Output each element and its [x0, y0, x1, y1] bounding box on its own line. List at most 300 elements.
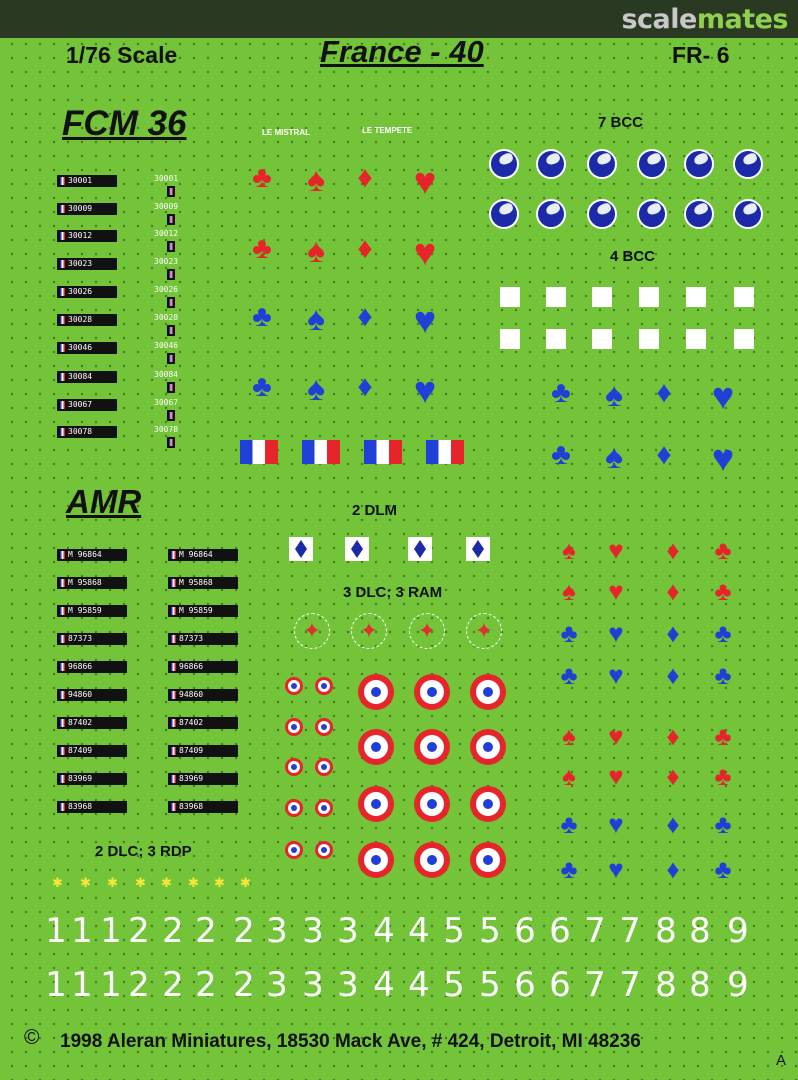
suit-0-icon: ♣: [252, 370, 272, 403]
roundel-ring: [420, 792, 444, 816]
fcm-serial-text: 30028: [154, 313, 179, 322]
amr-serial-plate: [168, 661, 238, 673]
small-suit-icon: ♣: [714, 660, 732, 690]
unit-label-4bcc: 4 BCC: [610, 248, 656, 265]
fcm-serial-text: 30001: [154, 174, 179, 183]
flag-icon: [171, 775, 176, 783]
small-suit-icon: ♣: [560, 660, 578, 690]
roundel-icon: [285, 841, 303, 859]
flag-icon: [60, 803, 65, 811]
watermark-part-1: scale: [621, 4, 697, 35]
serial-text: 94860: [68, 690, 93, 699]
suit-3-icon: ♥: [413, 370, 437, 412]
suit-1-icon: ♠: [306, 300, 326, 338]
yellow-star-icon: ✱: [240, 875, 251, 890]
watermark-part-2: mates: [696, 4, 788, 35]
roundel-icon: [285, 677, 303, 695]
roundel-icon: [315, 718, 333, 736]
suit-0-icon: ♣: [252, 232, 272, 265]
flag-icon: [171, 803, 176, 811]
bcc7-emblem-icon: [489, 199, 519, 229]
fcm-mini-flag: [167, 214, 175, 225]
roundel-ring: [420, 735, 444, 759]
small-suit-icon: ♥: [608, 721, 624, 751]
fcm-serial-text: 30046: [154, 341, 179, 350]
numeral-decal: 6: [549, 965, 571, 1005]
flag-icon: [171, 635, 176, 643]
french-flag-icon: [240, 440, 278, 464]
fcm-serial-plate: [57, 286, 117, 298]
small-suit-icon: ♦: [666, 854, 680, 884]
small-suit-icon: ♥: [608, 535, 624, 565]
serial-text: 94860: [179, 690, 204, 699]
flag-icon: [60, 373, 65, 381]
bcc7-emblem-icon: [587, 199, 617, 229]
roundel-center: [291, 847, 297, 853]
serial-text: 30028: [68, 315, 93, 324]
numeral-decal: 2: [162, 911, 184, 951]
numeral-decal: 9: [727, 965, 749, 1005]
flag-icon: [60, 316, 65, 324]
flag-icon: [60, 551, 65, 559]
serial-text: 87409: [179, 746, 204, 755]
numeral-decal: 2: [195, 965, 217, 1005]
suit-0-icon: ♣: [252, 161, 272, 194]
amr-serial-plate: [168, 773, 238, 785]
numeral-decal: 8: [655, 911, 677, 951]
suit-3-icon: ♥: [413, 300, 437, 342]
unit-label-2dlm: 2 DLM: [352, 502, 397, 519]
numeral-decal: 2: [233, 965, 255, 1005]
dlm-emblem-icon: [345, 537, 369, 561]
roundel-icon: [414, 842, 450, 878]
suit-2-icon: ♦: [357, 300, 373, 333]
flag-icon: [60, 260, 65, 268]
yellow-star-icon: ✱: [107, 875, 118, 890]
amr-serial-plate: [168, 577, 238, 589]
small-suit-icon: ♦: [666, 535, 680, 565]
copyright-icon: ©: [24, 1026, 40, 1049]
serial-text: 30046: [68, 343, 93, 352]
small-suit-icon: ♣: [560, 809, 578, 839]
ram-emblem-icon: [466, 613, 502, 649]
numeral-decal: 3: [302, 965, 324, 1005]
numeral-decal: 3: [337, 965, 359, 1005]
roundel-icon: [315, 758, 333, 776]
roundel-center: [321, 724, 327, 730]
numeral-decal: 5: [443, 911, 465, 951]
ram-emblem-icon: [294, 613, 330, 649]
fcm-serial-text: 30023: [154, 257, 179, 266]
roundel-ring: [288, 761, 300, 773]
serial-text: M 95859: [68, 606, 102, 615]
roundel-center: [483, 687, 493, 697]
unit-label-7bcc: 7 BCC: [598, 114, 644, 131]
roundel-icon: [414, 674, 450, 710]
bcc7-emblem-icon: [684, 149, 714, 179]
bcc7-emblem-icon: [684, 199, 714, 229]
flag-icon: [171, 551, 176, 559]
fcm-serial-plate: [57, 258, 117, 270]
numeral-decal: 8: [655, 965, 677, 1005]
serial-text: 87409: [68, 746, 93, 755]
suit-2-icon: ♦: [357, 370, 373, 403]
white-square-icon: [546, 329, 566, 349]
serial-text: 87373: [68, 634, 93, 643]
fcm-serial-plate: [57, 230, 117, 242]
numeral-decal: 8: [689, 911, 711, 951]
amr-serial-plate: [168, 633, 238, 645]
small-suit-icon: ♣: [560, 618, 578, 648]
numeral-decal: 9: [727, 911, 749, 951]
white-square-icon: [734, 287, 754, 307]
small-suit-icon: ♥: [608, 660, 624, 690]
small-suit-icon: ♠: [562, 535, 576, 565]
footer-credit: 1998 Aleran Miniatures, 18530 Mack Ave, # 424, Detroit, MI 48236: [60, 1031, 641, 1052]
suit-3-icon: ♥: [413, 161, 437, 203]
unit-label-2dlc: 2 DLC; 3 RDP: [95, 843, 192, 860]
roundel-center: [427, 742, 437, 752]
flag-icon: [60, 663, 65, 671]
numeral-decal: 8: [689, 965, 711, 1005]
serial-text: 30078: [68, 427, 93, 436]
white-square-icon: [592, 329, 612, 349]
numeral-decal: 2: [233, 911, 255, 951]
amr-serial-plate: [168, 605, 238, 617]
small-suit-icon: ♦: [666, 721, 680, 751]
small-suit-icon: ♦: [666, 576, 680, 606]
bcc4-suit-1-icon: ♠: [604, 376, 624, 414]
bcc4-suit-0-icon: ♣: [551, 438, 571, 471]
roundel-ring: [288, 721, 300, 733]
amr-serial-plate: [57, 549, 127, 561]
small-suit-icon: ♥: [608, 576, 624, 606]
roundel-ring: [318, 721, 330, 733]
flag-icon: [60, 288, 65, 296]
amr-serial-plate: [57, 717, 127, 729]
dlm-emblem-icon: [408, 537, 432, 561]
roundel-icon: [315, 841, 333, 859]
numeral-decal: 7: [584, 965, 606, 1005]
roundel-center: [371, 799, 381, 809]
roundel-center: [427, 855, 437, 865]
roundel-icon: [470, 729, 506, 765]
small-suit-icon: ♣: [714, 576, 732, 606]
suit-1-icon: ♠: [306, 161, 326, 199]
unit-label-3dlc: 3 DLC; 3 RAM: [343, 584, 443, 601]
bcc7-emblem-icon: [536, 199, 566, 229]
roundel-center: [291, 805, 297, 811]
flag-icon: [60, 428, 65, 436]
small-suit-icon: ♥: [608, 761, 624, 791]
flag-icon: [60, 205, 65, 213]
roundel-center: [321, 847, 327, 853]
white-square-icon: [546, 287, 566, 307]
numeral-decal: 7: [584, 911, 606, 951]
white-square-icon: [734, 329, 754, 349]
roundel-ring: [288, 802, 300, 814]
flag-icon: [60, 579, 65, 587]
roundel-ring: [318, 802, 330, 814]
amr-serial-plate: [57, 605, 127, 617]
numeral-decal: 1: [100, 911, 122, 951]
white-square-icon: [500, 287, 520, 307]
roundel-icon: [285, 758, 303, 776]
roundel-icon: [414, 729, 450, 765]
fcm-mini-flag: [167, 353, 175, 364]
small-suit-icon: ♠: [562, 721, 576, 751]
amr-serial-plate: [57, 661, 127, 673]
bcc4-suit-3-icon: ♥: [711, 376, 735, 418]
roundel-center: [427, 687, 437, 697]
roundel-ring: [364, 680, 388, 704]
serial-text: 30012: [68, 231, 93, 240]
bcc7-emblem-icon: [587, 149, 617, 179]
roundel-icon: [285, 718, 303, 736]
white-square-icon: [686, 287, 706, 307]
flag-icon: [60, 607, 65, 615]
roundel-center: [371, 742, 381, 752]
roundel-center: [483, 799, 493, 809]
suit-3-icon: ♥: [413, 232, 437, 274]
roundel-center: [483, 742, 493, 752]
flag-icon: [171, 579, 176, 587]
dlm-emblem-icon: [289, 537, 313, 561]
roundel-ring: [476, 848, 500, 872]
bcc7-emblem-icon: [637, 199, 667, 229]
serial-text: M 95859: [179, 606, 213, 615]
french-flag-icon: [426, 440, 464, 464]
numeral-decal: 2: [128, 965, 150, 1005]
numeral-decal: 6: [549, 911, 571, 951]
roundel-icon: [358, 729, 394, 765]
fcm-serial-plate: [57, 399, 117, 411]
serial-text: 30001: [68, 176, 93, 185]
roundel-ring: [318, 761, 330, 773]
bcc7-emblem-icon: [536, 149, 566, 179]
flag-icon: [60, 232, 65, 240]
numeral-decal: 5: [479, 911, 501, 951]
bcc4-suit-0-icon: ♣: [551, 376, 571, 409]
roundel-ring: [364, 792, 388, 816]
serial-text: 30067: [68, 400, 93, 409]
suit-0-icon: ♣: [252, 300, 272, 333]
amr-serial-plate: [57, 773, 127, 785]
numeral-decal: 5: [479, 965, 501, 1005]
fcm-serial-text: 30067: [154, 398, 179, 407]
roundel-center: [371, 855, 381, 865]
numeral-decal: 1: [100, 965, 122, 1005]
serial-text: 96866: [179, 662, 204, 671]
roundel-ring: [476, 792, 500, 816]
roundel-ring: [364, 735, 388, 759]
roundel-icon: [315, 677, 333, 695]
numeral-decal: 4: [408, 911, 430, 951]
amr-serial-plate: [57, 801, 127, 813]
numeral-decal: 7: [619, 911, 641, 951]
numeral-decal: 7: [619, 965, 641, 1005]
serial-text: 87402: [179, 718, 204, 727]
serial-text: 87373: [179, 634, 204, 643]
small-suit-icon: ♦: [666, 761, 680, 791]
french-flag-icon: [302, 440, 340, 464]
scale-label: 1/76 Scale: [66, 42, 178, 68]
roundel-icon: [285, 799, 303, 817]
small-suit-icon: ♥: [608, 809, 624, 839]
roundel-ring: [288, 844, 300, 856]
flag-icon: [60, 691, 65, 699]
numeral-decal: 6: [514, 965, 536, 1005]
dlm-emblem-icon: [466, 537, 490, 561]
amr-serial-plate: [168, 689, 238, 701]
yellow-star-icon: ✱: [135, 875, 146, 890]
yellow-star-icon: ✱: [52, 875, 63, 890]
fcm-mini-flag: [167, 410, 175, 421]
bcc7-emblem-icon: [733, 149, 763, 179]
serial-text: M 96864: [179, 550, 213, 559]
yellow-star-icon: ✱: [161, 875, 172, 890]
flag-icon: [171, 691, 176, 699]
small-suit-icon: ♣: [714, 535, 732, 565]
fcm-mini-flag: [167, 241, 175, 252]
white-square-icon: [592, 287, 612, 307]
serial-text: 83969: [179, 774, 204, 783]
numeral-decal: 4: [408, 965, 430, 1005]
serial-text: 30009: [68, 204, 93, 213]
amr-serial-plate: [57, 745, 127, 757]
flag-icon: [171, 607, 176, 615]
amr-heading: AMR: [66, 483, 142, 520]
numeral-decal: 2: [195, 911, 217, 951]
numeral-decal: 3: [302, 911, 324, 951]
fcm-mini-flag: [167, 297, 175, 308]
roundel-icon: [470, 842, 506, 878]
roundel-ring: [364, 848, 388, 872]
roundel-center: [427, 799, 437, 809]
white-square-icon: [639, 329, 659, 349]
numeral-decal: 4: [373, 911, 395, 951]
amr-serial-plate: [168, 801, 238, 813]
roundel-center: [291, 724, 297, 730]
fcm-serial-text: 30026: [154, 285, 179, 294]
fcm-mini-flag: [167, 325, 175, 336]
small-suit-icon: ♦: [666, 660, 680, 690]
roundel-ring: [318, 844, 330, 856]
ship-name-2: LE TEMPETE: [362, 126, 413, 135]
yellow-star-icon: ✱: [188, 875, 199, 890]
flag-icon: [60, 747, 65, 755]
serial-text: 30084: [68, 372, 93, 381]
small-suit-icon: ♣: [714, 854, 732, 884]
bcc7-emblem-icon: [733, 199, 763, 229]
amr-serial-plate: [168, 717, 238, 729]
fcm-serial-text: 30078: [154, 425, 179, 434]
flag-icon: [171, 747, 176, 755]
numeral-decal: 3: [266, 911, 288, 951]
fcm-mini-flag: [167, 382, 175, 393]
suit-1-icon: ♠: [306, 232, 326, 270]
fcm-serial-text: 30009: [154, 202, 179, 211]
flag-icon: [60, 344, 65, 352]
small-suit-icon: ♣: [714, 618, 732, 648]
fcm-mini-flag: [167, 186, 175, 197]
serial-text: 30023: [68, 259, 93, 268]
suit-2-icon: ♦: [357, 161, 373, 194]
numeral-decal: 5: [443, 965, 465, 1005]
roundel-icon: [315, 799, 333, 817]
numeral-decal: 1: [45, 911, 67, 951]
fcm-serial-text: 30012: [154, 229, 179, 238]
fcm-serial-plate: [57, 426, 117, 438]
white-square-icon: [686, 329, 706, 349]
french-flag-icon: [364, 440, 402, 464]
serial-text: 96866: [68, 662, 93, 671]
small-suit-icon: ♣: [560, 854, 578, 884]
corner-mark: A: [776, 1052, 787, 1069]
flag-icon: [60, 401, 65, 409]
amr-serial-plate: [57, 633, 127, 645]
fcm-serial-plate: [57, 314, 117, 326]
bcc4-suit-1-icon: ♠: [604, 438, 624, 476]
fcm-serial-plate: [57, 203, 117, 215]
fcm-mini-flag: [167, 437, 175, 448]
numeral-decal: 4: [373, 965, 395, 1005]
small-suit-icon: ♣: [714, 721, 732, 751]
fcm-mini-flag: [167, 269, 175, 280]
roundel-icon: [414, 786, 450, 822]
serial-text: M 95868: [68, 578, 102, 587]
sheet-code: FR- 6: [672, 42, 730, 68]
site-watermark[interactable]: [621, 4, 788, 35]
roundel-ring: [288, 680, 300, 692]
roundel-ring: [476, 735, 500, 759]
sheet-title: France - 40: [320, 34, 484, 69]
numeral-decal: 1: [71, 911, 93, 951]
roundel-icon: [470, 674, 506, 710]
roundel-icon: [358, 674, 394, 710]
bcc7-emblem-icon: [637, 149, 667, 179]
roundel-ring: [420, 680, 444, 704]
small-suit-icon: ♦: [666, 618, 680, 648]
small-suit-icon: ♠: [562, 761, 576, 791]
numeral-decal: 3: [266, 965, 288, 1005]
flag-icon: [60, 775, 65, 783]
small-suit-icon: ♥: [608, 854, 624, 884]
roundel-center: [371, 687, 381, 697]
bcc4-suit-2-icon: ♦: [656, 376, 672, 409]
roundel-center: [321, 805, 327, 811]
roundel-ring: [420, 848, 444, 872]
small-suit-icon: ♠: [562, 576, 576, 606]
white-square-icon: [500, 329, 520, 349]
flag-icon: [171, 663, 176, 671]
amr-serial-plate: [168, 549, 238, 561]
serial-text: 30026: [68, 287, 93, 296]
small-suit-icon: ♦: [666, 809, 680, 839]
suit-2-icon: ♦: [357, 232, 373, 265]
numeral-decal: 1: [45, 965, 67, 1005]
fcm-serial-plate: [57, 342, 117, 354]
suit-1-icon: ♠: [306, 370, 326, 408]
numeral-decal: 3: [337, 911, 359, 951]
flag-icon: [60, 719, 65, 727]
white-square-icon: [639, 287, 659, 307]
serial-text: 83968: [179, 802, 204, 811]
flag-icon: [60, 635, 65, 643]
ram-emblem-icon: [351, 613, 387, 649]
bcc7-emblem-icon: [489, 149, 519, 179]
numeral-decal: 1: [71, 965, 93, 1005]
